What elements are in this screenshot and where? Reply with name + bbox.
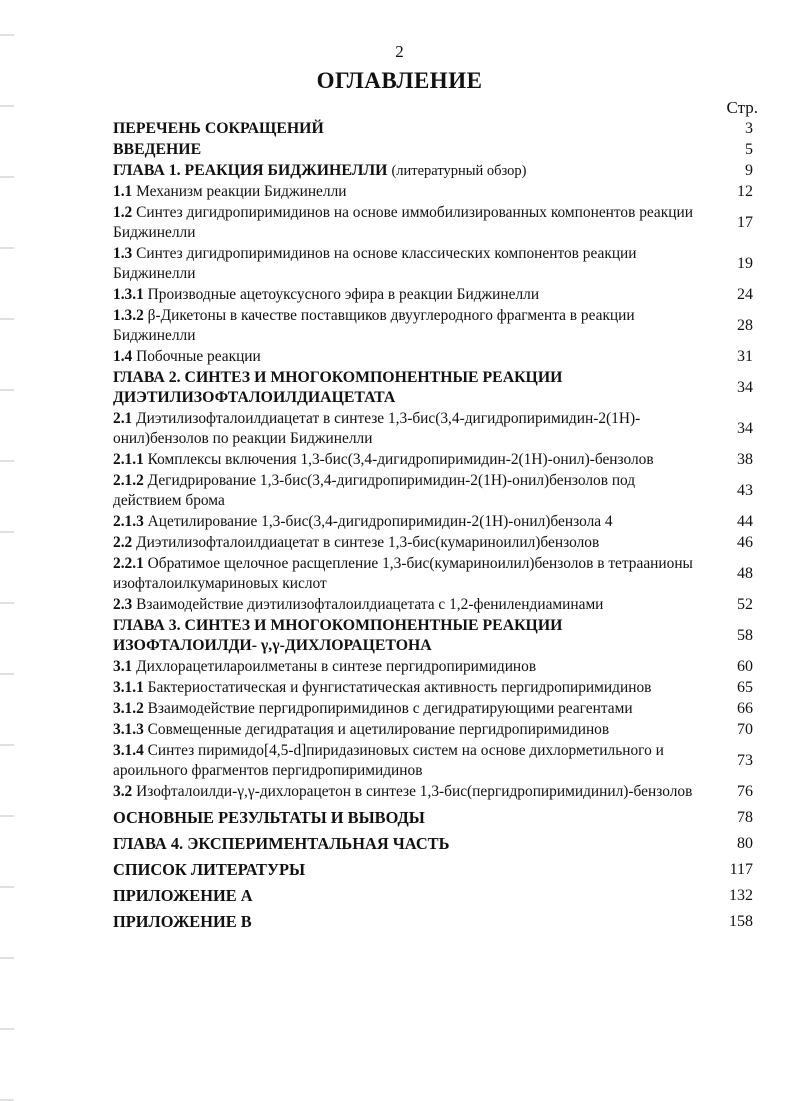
toc-entry-page: 117	[729, 860, 753, 878]
toc-entry-number: 3.1.3	[113, 720, 144, 738]
toc-entry-number: 2.1.3	[113, 512, 144, 530]
toc-entry-page: 31	[737, 347, 753, 365]
toc-entry-title: Взаимодействие пергидропиримидинов с дегидратирующими реагентами	[147, 699, 633, 717]
toc-entry-number: 1.2	[113, 203, 133, 221]
toc-entry-text	[113, 834, 703, 854]
toc-entry-title: Ацетилирование 1,3-бис(3,4-дигидропиримидин-2(1H)-онил)бензола 4	[147, 512, 613, 530]
toc-entry-title: ПРИЛОЖЕНИЕ В	[113, 911, 252, 931]
toc-entry-text	[113, 244, 703, 284]
toc-entry-page: 132	[729, 886, 753, 904]
toc-entry-page: 3	[745, 119, 753, 137]
toc-entry-page: 12	[737, 182, 753, 200]
toc-entry-title: Изофталоилди-γ,γ-дихлорацетон в синтезе 1,3-бис(пергидропиримидинил)-бензолов	[136, 782, 693, 800]
toc-entry-title: Диэтилизофталоилдиацетат в синтезе 1,3-бис(кумариноилил)бензолов	[136, 533, 600, 551]
toc-entry-text	[113, 285, 703, 305]
page-number: 2	[395, 42, 404, 61]
page-title: ОГЛАВЛЕНИЕ	[316, 68, 483, 93]
toc-entry-text	[113, 450, 703, 470]
toc-entry-page: 28	[737, 316, 753, 334]
toc-entry-title: Дегидрирование 1,3-бис(3,4-дигидропиримидин-2(1H)-онил)бензолов под действием брома	[113, 471, 636, 509]
toc-entry-title: ПЕРЕЧЕНЬ СОКРАЩЕНИЙ	[113, 119, 324, 137]
table-of-contents	[113, 118, 753, 936]
toc-entry-text	[113, 533, 703, 553]
toc-entry-page: 65	[737, 678, 753, 696]
toc-entry-title: ОСНОВНЫЕ РЕЗУЛЬТАТЫ И ВЫВОДЫ	[113, 807, 425, 827]
toc-entry-text	[113, 782, 703, 802]
toc-entry-title: β-Дикетоны в качестве поставщиков двууглеродного фрагмента в реакции Биджинелли	[113, 306, 635, 344]
toc-entry-text	[113, 554, 703, 594]
toc-entry-page: 70	[737, 720, 753, 738]
toc-entry-title: ГЛАВА 3. СИНТЕЗ И МНОГОКОМПОНЕНТНЫЕ РЕАКЦИИ ИЗОФТАЛОИЛДИ- γ,γ-ДИХЛОРАЦЕТОНА	[113, 616, 563, 654]
toc-entry-text	[113, 203, 703, 243]
toc-entry-title: ВВЕДЕНИЕ	[113, 140, 202, 158]
toc-entry[interactable]	[113, 807, 753, 828]
toc-entry-number: 1.3.1	[113, 285, 144, 303]
toc-entry[interactable]	[113, 553, 753, 594]
toc-entry-page: 52	[737, 595, 753, 613]
toc-entry[interactable]	[113, 698, 753, 719]
toc-entry[interactable]	[113, 118, 753, 139]
toc-entry-page: 34	[737, 419, 753, 437]
toc-entry-page: 19	[737, 254, 753, 272]
toc-entry-number: 3.1.1	[113, 678, 144, 696]
toc-entry-page: 60	[737, 657, 753, 675]
toc-entry-text	[113, 699, 703, 719]
toc-entry-number: 1.4	[113, 347, 133, 365]
toc-entry[interactable]	[113, 470, 753, 511]
page-column-label: Стр.	[726, 98, 758, 117]
toc-entry-page: 76	[737, 782, 753, 800]
toc-entry-text	[113, 616, 703, 656]
toc-entry[interactable]	[113, 181, 753, 202]
toc-entry-title: Механизм реакции Биджинелли	[136, 182, 347, 200]
toc-entry-number: 2.1.2	[113, 471, 144, 489]
toc-entry-title: ПРИЛОЖЕНИЕ А	[113, 885, 253, 905]
toc-entry[interactable]	[113, 367, 753, 408]
toc-entry-text	[113, 512, 703, 532]
toc-entry[interactable]	[113, 532, 753, 553]
toc-entry-text	[113, 657, 703, 677]
toc-entry-number: 2.2.1	[113, 554, 144, 572]
toc-entry-title: ГЛАВА 4. ЭКСПЕРИМЕНТАЛЬНАЯ ЧАСТЬ	[113, 833, 450, 853]
toc-entry[interactable]	[113, 284, 753, 305]
toc-entry[interactable]	[113, 511, 753, 532]
toc-entry-text	[113, 119, 703, 139]
toc-entry[interactable]	[113, 243, 753, 284]
toc-entry-page: 5	[745, 140, 753, 158]
toc-entry-text	[113, 720, 703, 740]
toc-entry-text	[113, 741, 703, 781]
toc-entry-page: 58	[737, 626, 753, 644]
toc-entry-page: 46	[737, 533, 753, 551]
toc-entry-number: 3.1.2	[113, 699, 144, 717]
toc-entry-title: Производные ацетоуксусного эфира в реакции Биджинелли	[147, 285, 540, 303]
toc-entry-text	[113, 595, 703, 615]
toc-entry-number: 3.2	[113, 782, 133, 800]
toc-entry[interactable]	[113, 615, 753, 656]
toc-entry-page: 17	[737, 213, 753, 231]
toc-entry-title: СПИСОК ЛИТЕРАТУРЫ	[113, 859, 306, 879]
toc-entry-title: Синтез дигидропиримидинов на основе классических компонентов реакции Биджинелли	[113, 244, 637, 282]
toc-entry-number: 2.3	[113, 595, 133, 613]
toc-entry[interactable]	[113, 139, 753, 160]
toc-entry-note: (литературный обзор)	[391, 162, 527, 179]
toc-entry-page: 158	[729, 912, 753, 930]
toc-entry[interactable]	[113, 449, 753, 470]
toc-entry[interactable]	[113, 833, 753, 854]
toc-entry[interactable]	[113, 160, 753, 181]
toc-entry-title: Обратимое щелочное расщепление 1,3-бис(кумариноилил)бензолов в тетраанионы изофталоилкумариновых кислот	[113, 554, 693, 592]
toc-entry-text	[113, 409, 703, 449]
toc-entry-title: Синтез пиримидо[4,5-d]пиридазиновых систем на основе дихлорметильного и ароильного фрагментов пергидропиримидинов	[113, 741, 664, 779]
toc-entry[interactable]	[113, 781, 753, 802]
toc-entry-text	[113, 912, 703, 932]
toc-entry[interactable]	[113, 656, 753, 677]
scan-edge-marks	[0, 0, 14, 1101]
toc-entry-text	[113, 368, 703, 408]
toc-entry-page: 66	[737, 699, 753, 717]
toc-entry[interactable]	[113, 346, 753, 367]
toc-entry-text	[113, 140, 703, 160]
toc-entry-page: 38	[737, 450, 753, 468]
toc-entry-title: Комплексы включения 1,3-бис(3,4-дигидропиримидин-2(1H)-онил)-бензолов	[147, 450, 654, 468]
toc-entry-page: 9	[745, 161, 753, 179]
toc-entry-page: 80	[737, 834, 753, 852]
toc-entry-text	[113, 886, 703, 906]
toc-entry[interactable]	[113, 885, 753, 906]
toc-entry-title: Бактериостатическая и фунгистатическая активность пергидропиримидинов	[147, 678, 652, 696]
toc-entry-title: ГЛАВА 1. РЕАКЦИЯ БИДЖИНЕЛЛИ	[113, 161, 388, 179]
toc-entry[interactable]	[113, 202, 753, 243]
toc-entry-page: 44	[737, 512, 753, 530]
toc-entry-title: Диэтилизофталоилдиацетат в синтезе 1,3-бис(3,4-дигидропиримидин-2(1H)-онил)бензолов по реакции Биджинелли	[113, 409, 641, 447]
toc-entry-number: 2.1	[113, 409, 133, 427]
toc-entry[interactable]	[113, 911, 753, 932]
toc-entry-page: 24	[737, 285, 753, 303]
toc-entry-text	[113, 182, 703, 202]
toc-entry-text	[113, 678, 703, 698]
toc-entry-page: 78	[737, 808, 753, 826]
toc-entry-text	[113, 306, 703, 346]
toc-entry-title: Синтез дигидропиримидинов на основе иммобилизированных компонентов реакции Биджинелли	[113, 203, 693, 241]
toc-entry[interactable]	[113, 859, 753, 880]
toc-entry[interactable]	[113, 740, 753, 781]
toc-entry-title: ГЛАВА 2. СИНТЕЗ И МНОГОКОМПОНЕНТНЫЕ РЕАКЦИИ ДИЭТИЛИЗОФТАЛОИЛДИАЦЕТАТА	[113, 368, 563, 406]
toc-entry[interactable]	[113, 408, 753, 449]
toc-entry-title: Побочные реакции	[136, 347, 261, 365]
toc-entry-title: Совмещенные дегидратация и ацетилирование пергидропиримидинов	[147, 720, 610, 738]
toc-entry-text	[113, 347, 703, 367]
toc-entry-page: 34	[737, 378, 753, 396]
toc-entry[interactable]	[113, 719, 753, 740]
toc-entry-text	[113, 808, 703, 828]
toc-entry-number: 3.1.4	[113, 741, 144, 759]
toc-entry-number: 3.1	[113, 657, 133, 675]
toc-entry-title: Взаимодействие диэтилизофталоилдиацетата с 1,2-фенилендиаминами	[136, 595, 604, 613]
toc-entry-title: Дихлорацетилароилметаны в синтезе пергидропиримидинов	[136, 657, 537, 675]
toc-entry-number: 1.1	[113, 182, 133, 200]
toc-entry-page: 73	[737, 751, 753, 769]
toc-entry-text	[113, 860, 703, 880]
toc-entry[interactable]	[113, 305, 753, 346]
toc-entry-number: 2.2	[113, 533, 133, 551]
toc-entry-number: 2.1.1	[113, 450, 144, 468]
toc-entry-text	[113, 471, 703, 511]
toc-entry-text	[113, 161, 703, 181]
toc-entry[interactable]	[113, 594, 753, 615]
toc-entry-number: 1.3.2	[113, 306, 144, 324]
toc-entry-page: 48	[737, 564, 753, 582]
toc-entry-page: 43	[737, 481, 753, 499]
toc-entry-number: 1.3	[113, 244, 133, 262]
toc-entry[interactable]	[113, 677, 753, 698]
